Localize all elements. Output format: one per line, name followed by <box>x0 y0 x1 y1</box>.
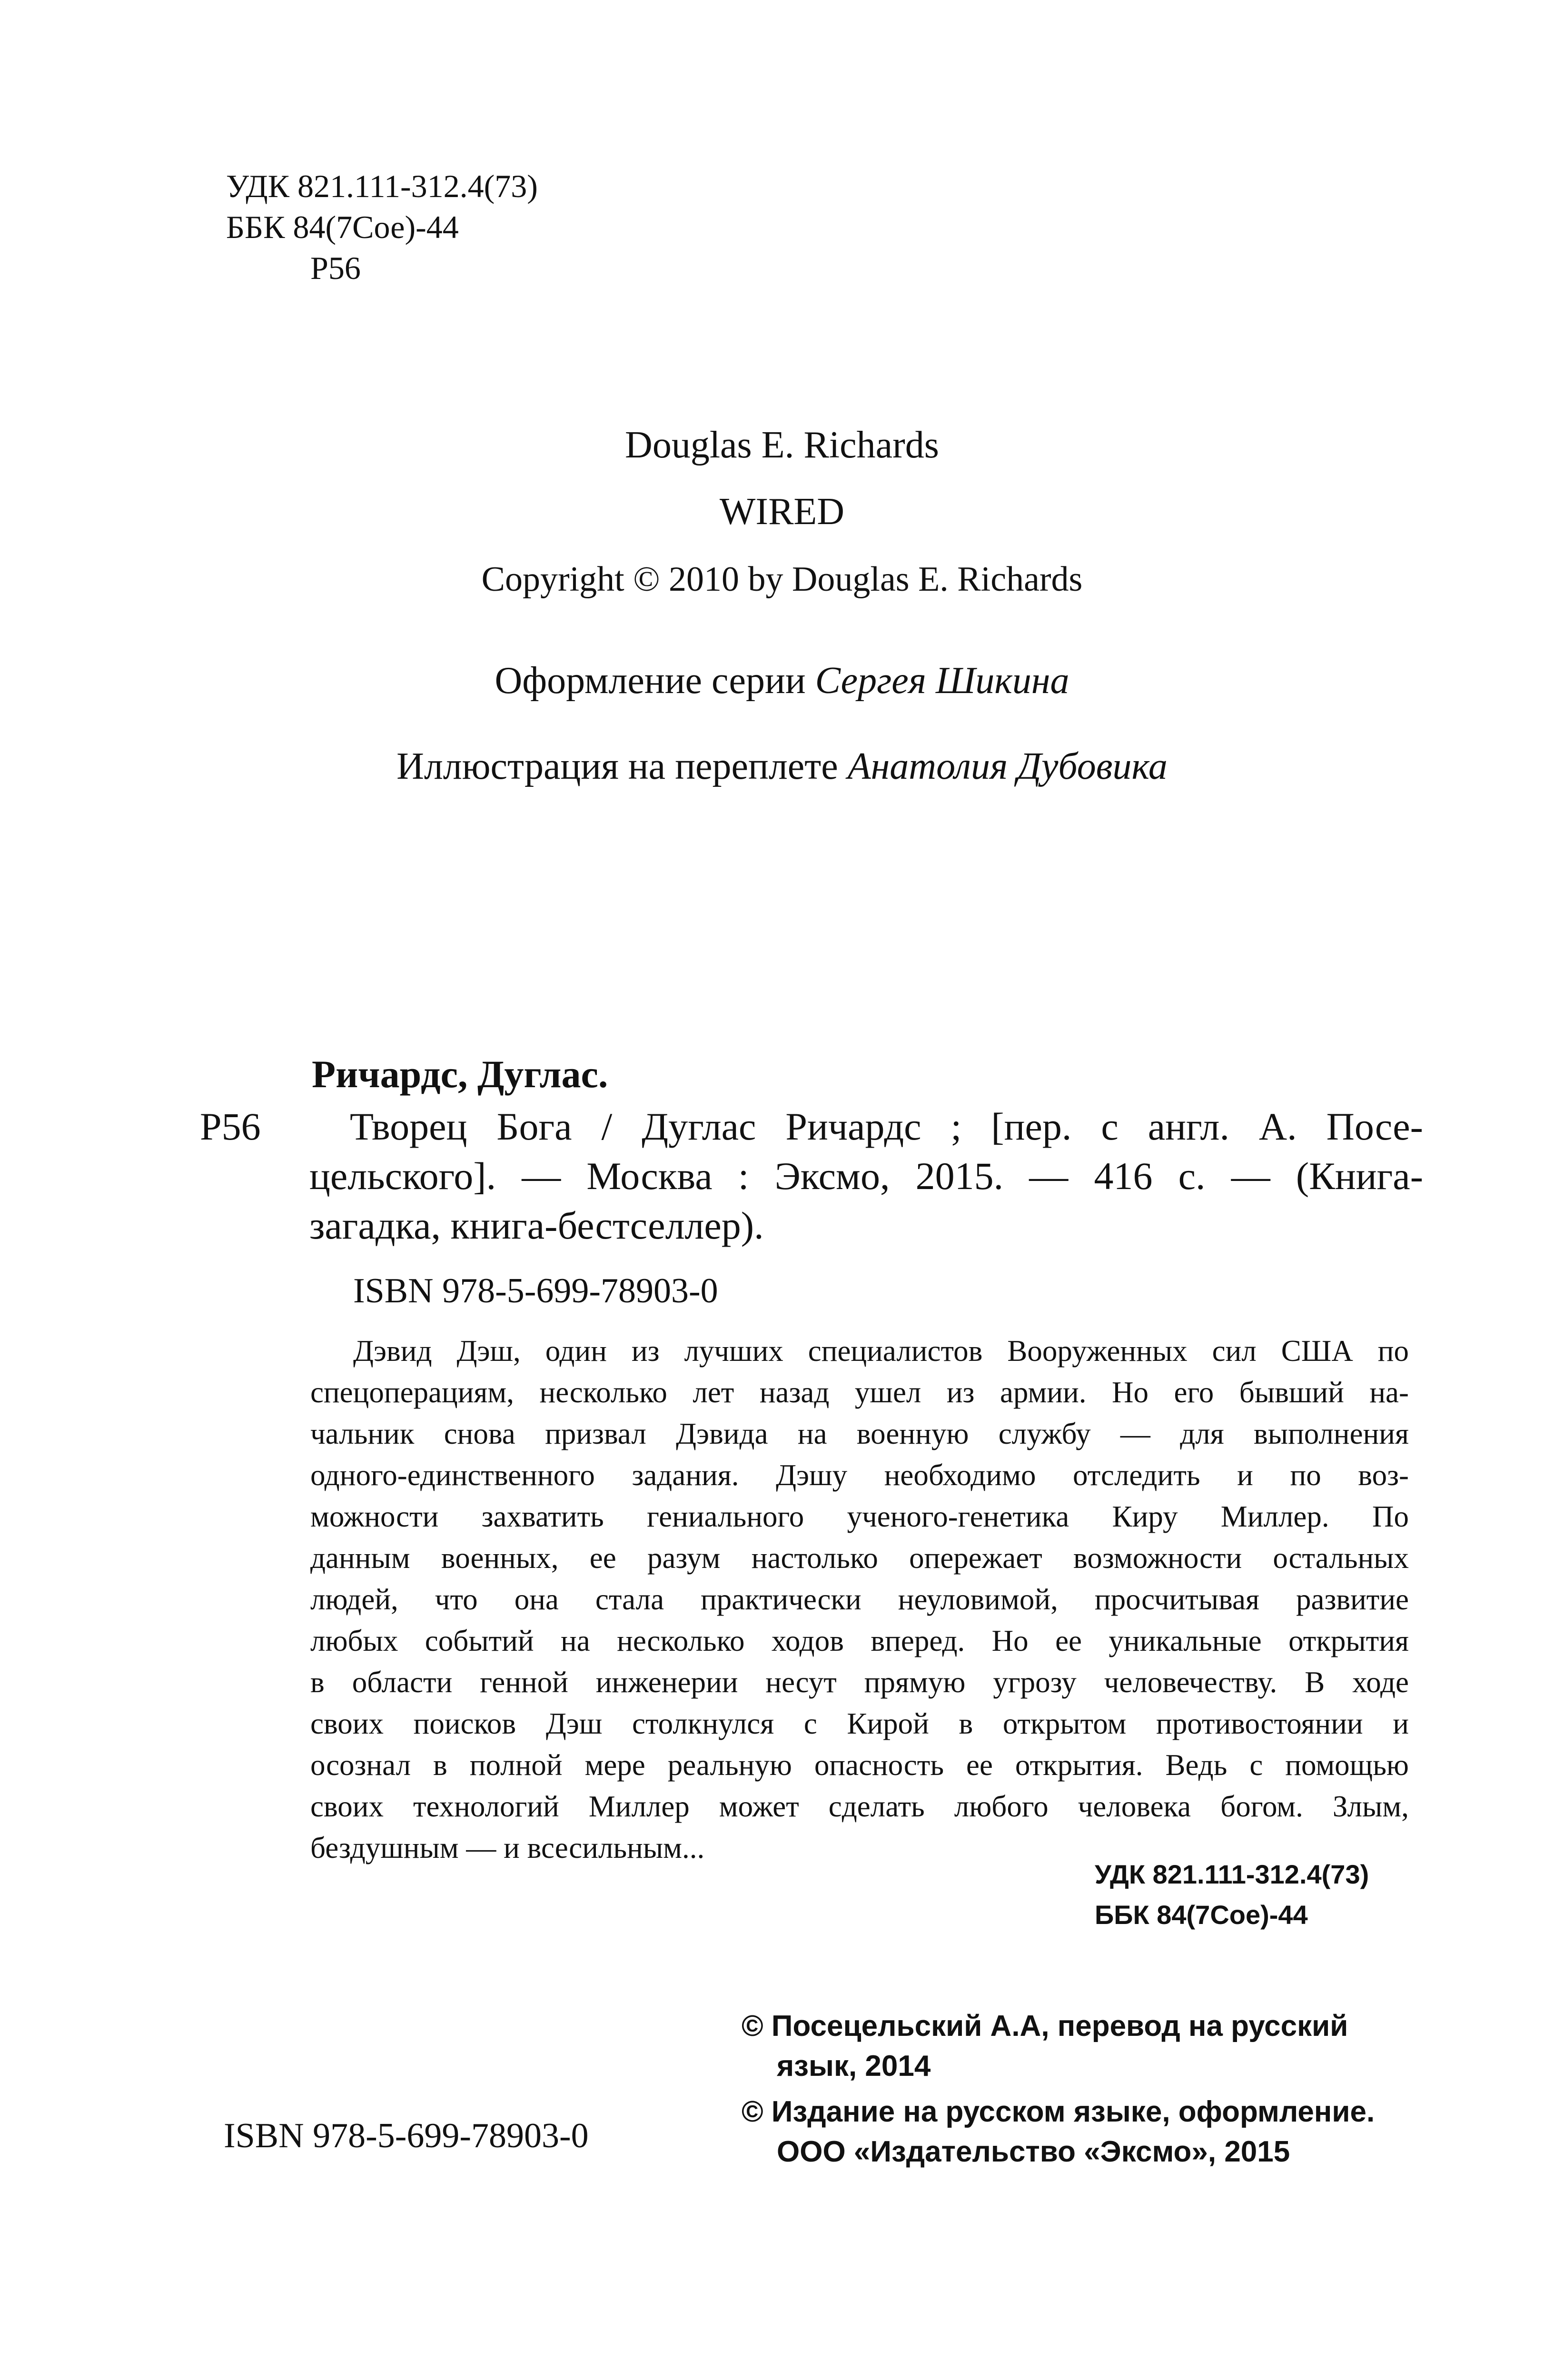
illustration-label: Иллюстрация на переплете <box>396 745 838 787</box>
annotation-line: своих поисков Дэш столкнулся с Кирой в открытом противостоянии и <box>310 1707 1409 1740</box>
annotation-line: Дэвид Дэш, один из лучших специалистов Вооруженных сил США по <box>353 1334 1409 1368</box>
annotation-line: своих технологий Миллер может сделать любого человека богом. Злым, <box>310 1790 1409 1823</box>
bib-line: цельского]. — Москва : Эксмо, 2015. — 416 с. — (Книга- <box>309 1154 1423 1198</box>
bib-author-sign: Р56 <box>200 1105 261 1148</box>
annotation-line: одного-единственного задания. Дэшу необходимо отследить и по воз- <box>310 1458 1409 1492</box>
bib-line: загадка, книга-бестселлер). <box>309 1204 764 1247</box>
series-designer: Сергея Шикина <box>815 660 1069 702</box>
original-author: Douglas E. Richards <box>625 424 939 466</box>
original-title: WIRED <box>719 491 845 533</box>
annotation-line: осознал в полной мере реальную опасность ее открытия. Ведь с помощью <box>310 1748 1409 1782</box>
series-label: Оформление серии <box>495 660 806 702</box>
annotation <box>310 1330 1409 1869</box>
annotation-line: спецоперациям, несколько лет назад ушел из армии. Но его бывший на- <box>310 1376 1409 1409</box>
udk-code-secondary: УДК 821.111-312.4(73) <box>1095 1859 1369 1889</box>
bbk-code-secondary: ББК 84(7Сое)-44 <box>1095 1900 1308 1930</box>
series-design-credit <box>0 659 1564 703</box>
udk-code: УДК 821.111-312.4(73) <box>226 168 538 204</box>
bib-author-heading: Ричардс, Дуглас. <box>312 1052 608 1096</box>
copyright-notice: Copyright © 2010 by Douglas E. Richards <box>481 560 1083 599</box>
bib-isbn: ISBN 978-5-699-78903-0 <box>353 1271 718 1310</box>
annotation-line: данным военных, ее разум настолько опережает возможности остальных <box>310 1541 1409 1575</box>
annotation-line: бездушным — и всесильным... <box>310 1831 705 1864</box>
edition-copyright: © Издание на русском языке, оформление. <box>742 2095 1375 2128</box>
bbk-code: ББК 84(7Сое)-44 <box>226 209 459 245</box>
annotation-line: в области генной инженерии несут прямую угрозу человечеству. В ходе <box>310 1666 1409 1699</box>
bib-line: Творец Бога / Дуглас Ричардс ; [пер. с англ. А. Посе- <box>350 1105 1423 1148</box>
author-sign: Р56 <box>310 250 361 286</box>
annotation-line: можности захватить гениального ученого-генетика Киру Миллер. По <box>310 1500 1409 1533</box>
illustration-credit <box>0 745 1564 788</box>
bib-description <box>309 1102 1423 1250</box>
illustrator: Анатолия Дубовика <box>847 745 1168 787</box>
annotation-line: чальник снова призвал Дэвида на военную службу — для выполнения <box>310 1417 1409 1450</box>
translation-copyright-cont: язык, 2014 <box>777 2050 931 2082</box>
translation-copyright: © Посецельский А.А, перевод на русский <box>742 2010 1348 2043</box>
annotation-line: любых событий на несколько ходов вперед. Но ее уникальные открытия <box>310 1624 1409 1657</box>
annotation-line: людей, что она стала практически неуловимой, просчитывая развитие <box>310 1583 1409 1616</box>
edition-copyright-cont: ООО «Издательство «Эксмо», 2015 <box>777 2135 1290 2168</box>
isbn-bottom: ISBN 978-5-699-78903-0 <box>224 2116 589 2155</box>
